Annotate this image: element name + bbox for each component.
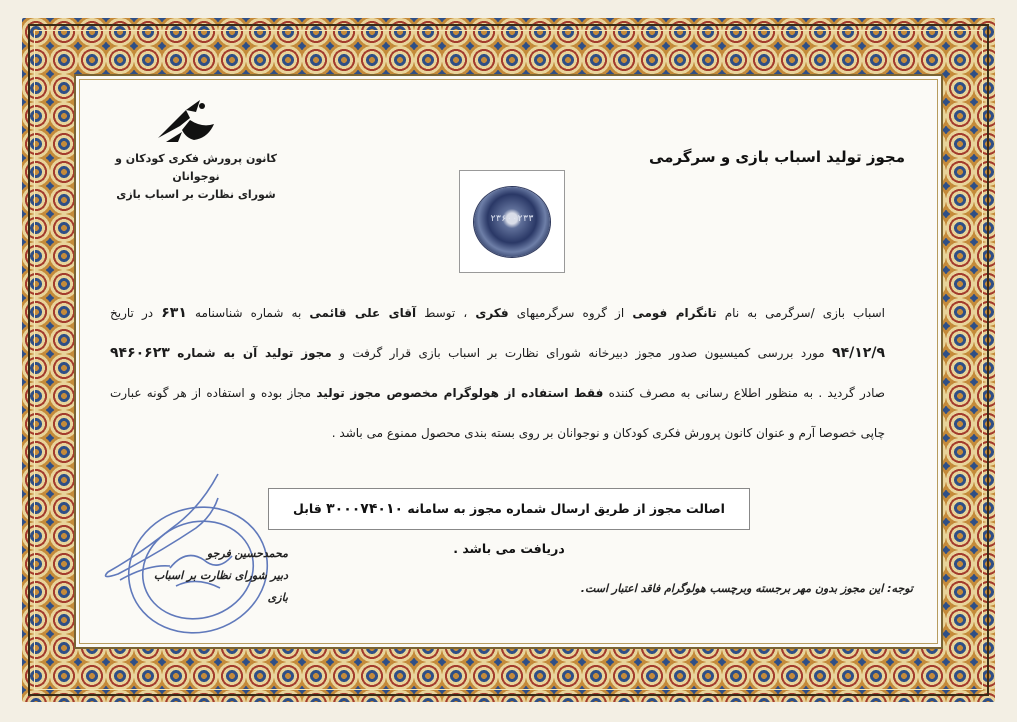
product-group: فکری: [475, 306, 509, 320]
authenticity-notice: اصالت مجوز از طریق ارسال شماره مجوز به سامانه ۳۰۰۰۷۴۰۱۰ قابل دریافت می باشد .: [268, 488, 750, 530]
hologram-number: ۲۳۶۰۰۲۳۳: [490, 214, 534, 224]
body-line-1: اسباب بازی /سرگرمی به نام تانگرام فومی از گروه سرگرمیهای فکری ، توسط آقای علی قائمی به شماره شناسنامه ۶۳۱ در تاریخ: [110, 305, 886, 321]
permit-number: ۹۴۶۰۶۲۳: [110, 345, 170, 361]
certificate-title: مجوز تولید اسباب بازی و سرگرمی: [649, 148, 905, 166]
certificate-body: [110, 306, 885, 466]
signer-name: محمدحسین فرجو: [206, 547, 288, 560]
hologram-sticker: [474, 187, 550, 257]
org-line-1: کانون پرورش فکری کودکان و نوجوانان: [115, 152, 277, 183]
organization-name: [96, 150, 296, 204]
body-line-3: صادر گردید . به منظور اطلاع رسانی به مصرف کننده فقط استفاده از هولوگرام مخصوص مجوز تولید مجاز بوده و استفاده از هر گونه عبارت: [110, 386, 885, 400]
org-line-2: شورای نظارت بر اسباب بازی: [116, 188, 276, 201]
applicant-name: آقای علی قائمی: [309, 306, 417, 320]
validity-footnote: توجه: این مجوز بدون مهر برجسته وبرچسب هولوگرام فاقد اعتبار است.: [580, 582, 913, 595]
review-date: ۹۴/۱۲/۹: [832, 345, 885, 361]
hologram-frame: [459, 170, 565, 273]
product-name: تانگرام فومی: [632, 306, 717, 320]
body-line-2: ۹۴/۱۲/۹ مورد بررسی کمیسیون صدور مجوز دبیرخانه شورای نظارت بر اسباب بازی قرار گرفت و مجوز تولید آن به شماره ۹۴۶۰۶۲۳: [110, 345, 885, 361]
signatory: [140, 543, 288, 609]
signer-role: دبیر شورای نظارت بر اسباب بازی: [153, 569, 288, 604]
sms-number: ۳۰۰۰۷۴۰۱۰: [326, 501, 404, 517]
kanoon-logo-icon: [156, 98, 220, 148]
body-line-4: چاپی خصوصا آرم و عنوان کانون پرورش فکری کودکان و نوجوانان بر روی بسته بندی محصول ممنوع می باشد .: [331, 426, 885, 440]
id-number: ۶۳۱: [161, 305, 187, 321]
